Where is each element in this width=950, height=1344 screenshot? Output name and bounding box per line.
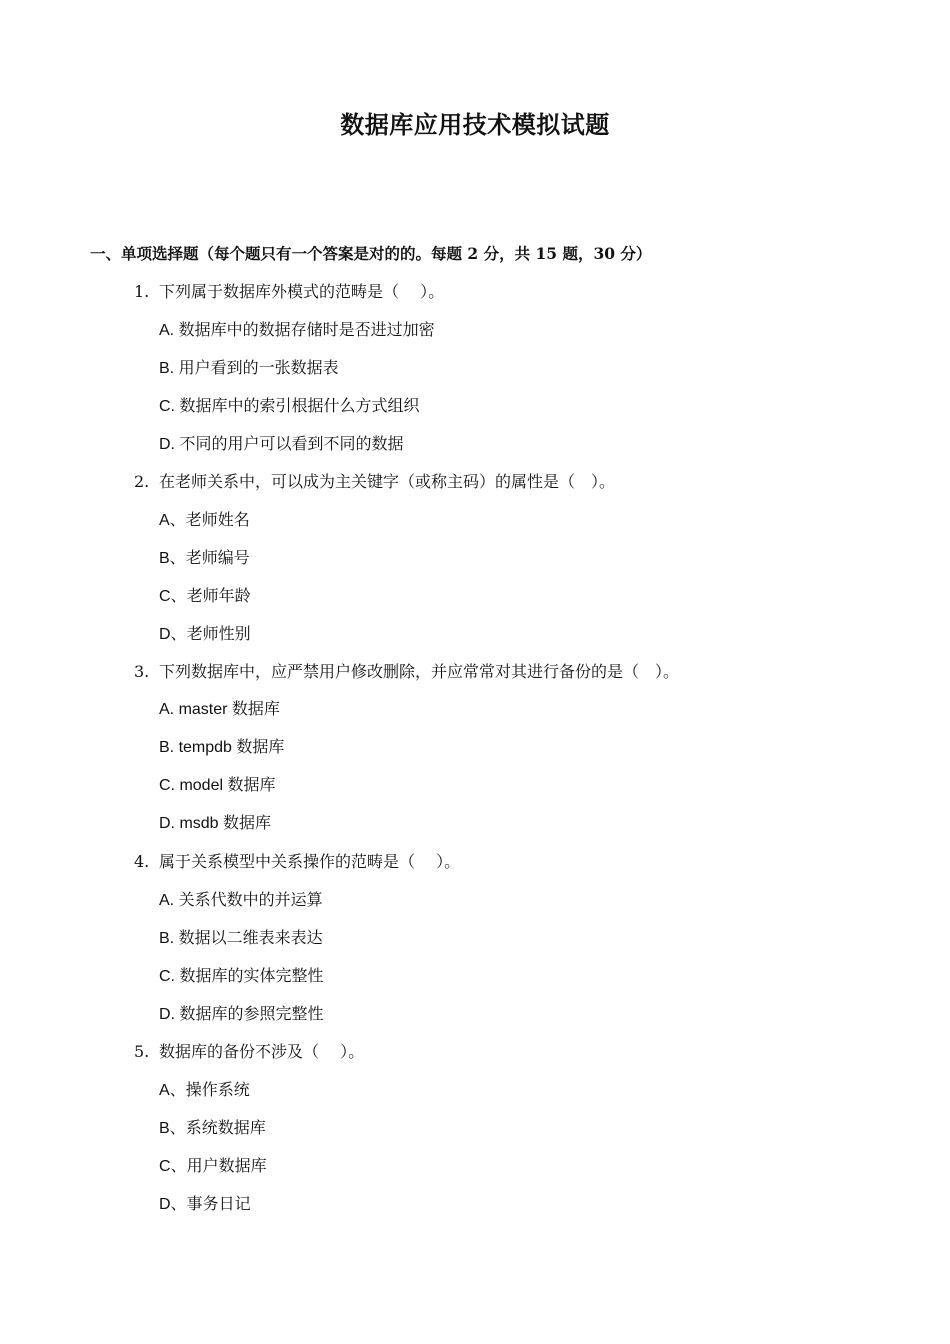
option-text: 用户看到的一张数据表 xyxy=(178,358,339,377)
question-4-option-a xyxy=(0,888,950,926)
question-5-option-b xyxy=(0,1116,950,1154)
question-1 xyxy=(0,280,950,318)
option-label: D、 xyxy=(159,1196,187,1213)
option-label: C. xyxy=(159,398,175,415)
question-text: 下列属于数据库外模式的范畴是（ ）。 xyxy=(159,282,445,301)
question-number: 2. xyxy=(134,472,150,491)
option-text: 数据库的实体完整性 xyxy=(179,966,324,985)
option-label: D. xyxy=(159,815,175,832)
option-text: tempdb 数据库 xyxy=(178,739,285,756)
question-3-option-b xyxy=(0,736,950,774)
option-text: 数据以二维表来表达 xyxy=(178,928,323,947)
section-heading: 一、单项选择题（每个题只有一个答案是对的的。每题 2 分，共 15 题，30 分） xyxy=(90,244,652,263)
question-4-option-d xyxy=(0,1002,950,1040)
question-2-option-c xyxy=(0,584,950,622)
question-2 xyxy=(0,470,950,508)
question-1-option-a xyxy=(0,318,950,356)
option-label: A. xyxy=(159,892,175,909)
question-3-option-c xyxy=(0,774,950,812)
option-text: 系统数据库 xyxy=(185,1118,266,1137)
question-1-option-c xyxy=(0,394,950,432)
option-label: A. xyxy=(159,701,175,718)
option-text: model 数据库 xyxy=(179,777,276,794)
option-text: master 数据库 xyxy=(178,701,280,718)
question-number: 1. xyxy=(134,282,150,301)
option-label: D. xyxy=(159,1006,175,1023)
option-text: 事务日记 xyxy=(186,1194,251,1213)
question-5 xyxy=(0,1040,950,1078)
option-label: B. xyxy=(159,739,175,756)
option-text: 老师姓名 xyxy=(185,510,250,529)
question-1-option-b xyxy=(0,356,950,394)
question-text: 属于关系模型中关系操作的范畴是（ ）。 xyxy=(159,852,461,871)
option-text: 数据库中的索引根据什么方式组织 xyxy=(179,396,420,415)
option-text: 数据库的参照完整性 xyxy=(179,1004,324,1023)
option-text: 数据库中的数据存储时是否进过加密 xyxy=(178,320,435,339)
option-label: B、 xyxy=(159,550,186,567)
question-list xyxy=(0,280,950,1230)
option-label: C、 xyxy=(159,588,187,605)
option-label: A. xyxy=(159,322,175,339)
question-5-option-a xyxy=(0,1078,950,1116)
question-5-option-d xyxy=(0,1192,950,1230)
option-label: C、 xyxy=(159,1158,187,1175)
question-number: 3. xyxy=(134,662,150,681)
question-number: 5. xyxy=(134,1042,150,1061)
question-3 xyxy=(0,660,950,698)
question-2-option-d xyxy=(0,622,950,660)
question-4-option-b xyxy=(0,926,950,964)
option-label: D、 xyxy=(159,626,187,643)
question-text: 下列数据库中，应严禁用户修改删除，并应常常对其进行备份的是（ ）。 xyxy=(159,662,680,681)
question-5-option-c xyxy=(0,1154,950,1192)
question-2-option-b xyxy=(0,546,950,584)
question-1-option-d xyxy=(0,432,950,470)
option-text: 老师编号 xyxy=(185,548,250,567)
option-label: B. xyxy=(159,360,175,377)
option-label: C. xyxy=(159,777,175,794)
option-label: C. xyxy=(159,968,175,985)
option-label: A、 xyxy=(159,512,186,529)
question-3-option-d xyxy=(0,812,950,850)
option-label: A、 xyxy=(159,1082,186,1099)
option-text: 关系代数中的并运算 xyxy=(178,890,323,909)
question-text: 在老师关系中，可以成为主关键字（或称主码）的属性是（ ）。 xyxy=(159,472,616,491)
question-4-option-c xyxy=(0,964,950,1002)
question-2-option-a xyxy=(0,508,950,546)
page-title: 数据库应用技术模拟试题 xyxy=(340,110,610,139)
option-label: B. xyxy=(159,930,175,947)
option-text: 不同的用户可以看到不同的数据 xyxy=(179,434,404,453)
option-text: 操作系统 xyxy=(185,1080,250,1099)
question-3-option-a xyxy=(0,698,950,736)
question-text: 数据库的备份不涉及（ ）。 xyxy=(159,1042,365,1061)
option-label: B、 xyxy=(159,1120,186,1137)
option-text: 用户数据库 xyxy=(186,1156,267,1175)
option-text: 老师性别 xyxy=(186,624,251,643)
option-text: 老师年龄 xyxy=(186,586,251,605)
option-text: msdb 数据库 xyxy=(179,815,272,832)
option-label: D. xyxy=(159,436,175,453)
question-number: 4. xyxy=(134,852,150,871)
question-4 xyxy=(0,850,950,888)
